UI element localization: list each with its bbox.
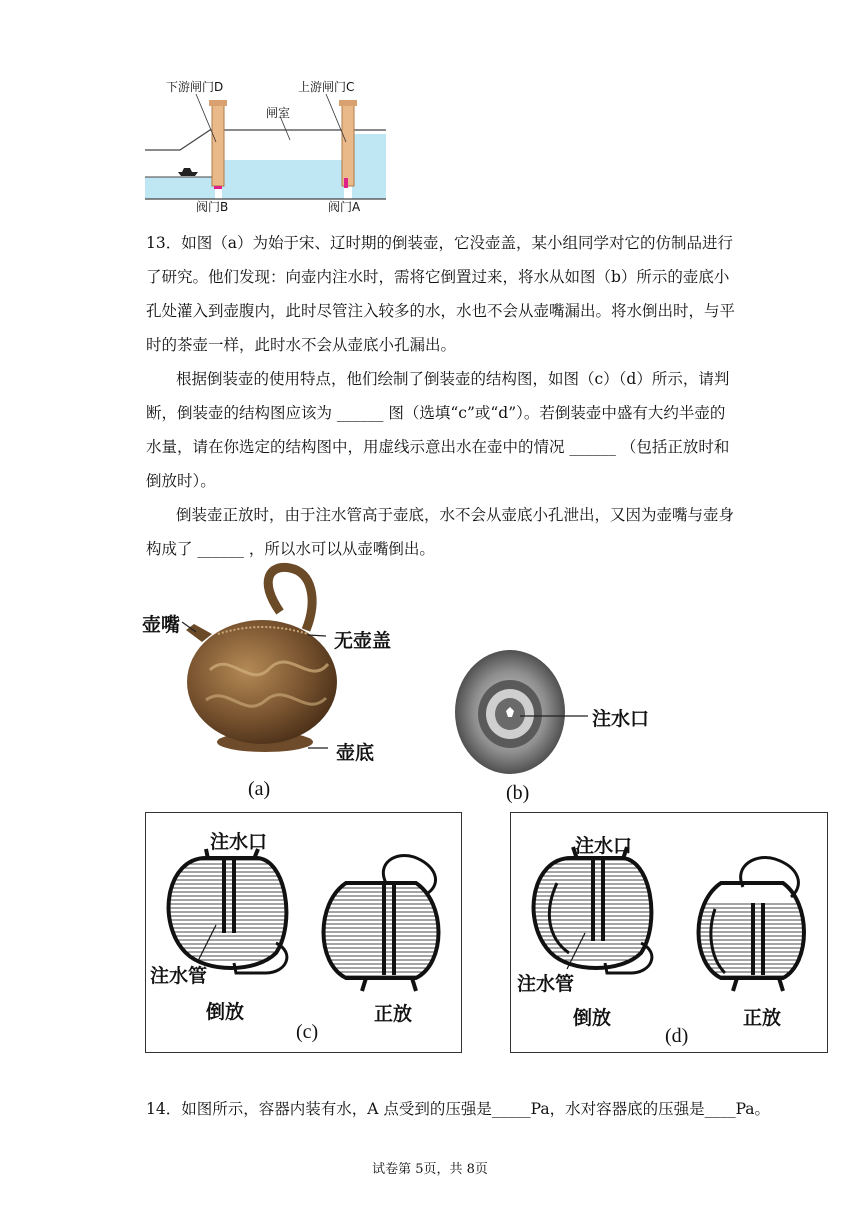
caption-a: (a): [248, 778, 271, 800]
q13-line: 构成了 ______ ，所以水可以从壶嘴倒出。: [146, 540, 435, 558]
label-tube-c: 注水管: [150, 965, 208, 987]
q13-line: 时的茶壶一样，此时水不会从壶底小孔漏出。: [146, 336, 457, 354]
q13-line: 根据倒装壶的使用特点，他们绘制了倒装壶的结构图，如图（c）（d）所示，请判: [176, 370, 730, 388]
q13-line: 了研究。他们发现：向壶内注水时，需将它倒置过来，将水从如图（b）所示的壶底小: [146, 268, 730, 286]
label-inverted-c: 倒放: [206, 1001, 245, 1023]
figure-c: [145, 812, 462, 1053]
label-valve-b: 阀门B: [196, 200, 229, 214]
label-tube-d: 注水管: [517, 973, 575, 995]
diagram-c: [146, 813, 463, 1054]
label-upstream-gate: 上游闸门C: [298, 80, 355, 94]
caption-c: (c): [296, 1021, 319, 1043]
label-downstream-gate: 下游闸门D: [166, 80, 224, 94]
caption-d: (d): [665, 1025, 689, 1047]
label-inverted-d: 倒放: [573, 1007, 612, 1029]
teapot-photo: [140, 560, 420, 760]
label-spout: 壶嘴: [142, 614, 181, 636]
ship-lock-figure: [140, 72, 390, 217]
label-no-lid: 无壶盖: [334, 630, 392, 652]
label-inlet-c: 注水口: [210, 831, 268, 853]
label-upright-c: 正放: [374, 1003, 413, 1025]
q13-line: 倒放时）。: [146, 472, 216, 490]
label-valve-a: 阀门A: [328, 200, 361, 214]
q13-line: 断，倒装壶的结构图应该为 ______ 图（选填“c”或“d”）。若倒装壶中盛有大约半壶的: [146, 404, 726, 422]
label-upright-d: 正放: [743, 1007, 782, 1029]
page-footer: 试卷第 5页，共 8页: [372, 1162, 488, 1177]
figure-d: [510, 812, 828, 1053]
label-chamber: 闸室: [266, 106, 291, 120]
question-14: 14．如图所示，容器内装有水，A 点受到的压强是_____Pa，水对容器底的压强是____Pa。: [146, 1100, 771, 1118]
label-inlet-d: 注水口: [575, 835, 633, 857]
figure-a: [140, 560, 420, 810]
caption-b: (b): [506, 782, 530, 804]
label-pot-bottom: 壶底: [336, 742, 375, 764]
q13-line: 水量，请在你选定的结构图中，用虚线示意出水在壶中的情况 ______ （包括正放时和: [146, 438, 730, 456]
q13-line: 倒装壶正放时，由于注水管高于壶底，水不会从壶底小孔泄出，又因为壶嘴与壶身: [176, 506, 735, 524]
pot-bottom-photo: [450, 640, 690, 780]
diagram-d: [511, 813, 829, 1054]
q13-line: 13．如图（a）为始于宋、辽时期的倒装壶，它没壶盖，某小组同学对它的仿制品进行: [146, 234, 733, 252]
label-inlet-b: 注水口: [592, 708, 650, 730]
q13-line: 孔处灌入到壶腹内，此时尽管注入较多的水，水也不会从壶嘴漏出。将水倒出时，与平: [146, 302, 736, 320]
figure-b: [450, 640, 690, 810]
